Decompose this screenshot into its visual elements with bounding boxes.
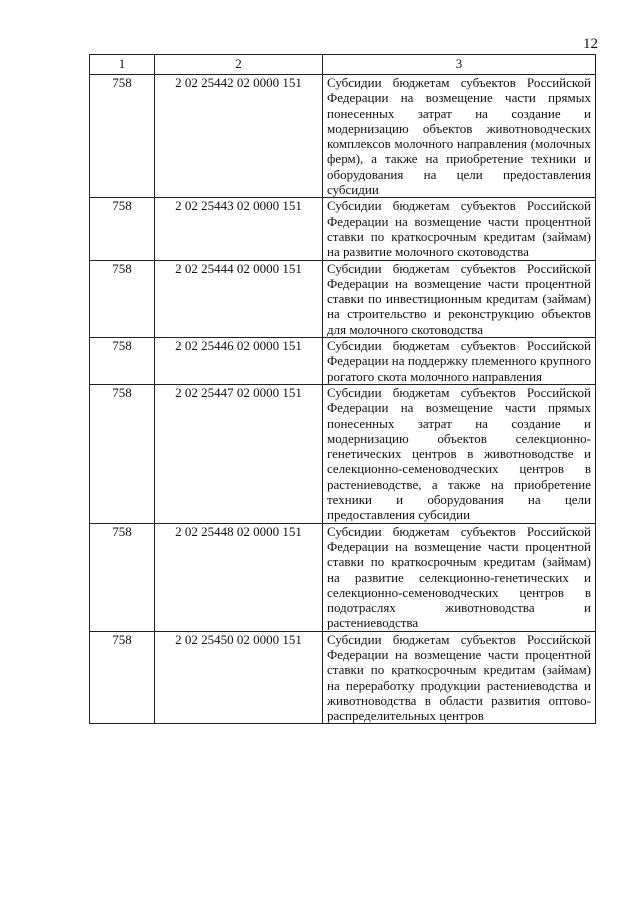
- budget-code-cell: 2 02 25448 02 0000 151: [155, 523, 323, 631]
- header-col-1: 1: [90, 55, 155, 75]
- header-col-2: 2: [155, 55, 323, 75]
- table-row: [90, 631, 596, 724]
- admin-code-cell: 758: [90, 260, 155, 337]
- admin-code-cell: 758: [90, 384, 155, 523]
- admin-code-cell: 758: [90, 631, 155, 724]
- revenue-name-cell: Субсидии бюджетам субъектов Российской Федерации на возмещение части процентной ставки по краткосрочным кредитам (займам) на развитие селекционно-генетических и селекционно-семеноводческих центров в подотраслях животноводства и растениеводства: [323, 523, 596, 631]
- budget-code-cell: 2 02 25450 02 0000 151: [155, 631, 323, 724]
- admin-code-cell: 758: [90, 75, 155, 198]
- revenue-name-cell: Субсидии бюджетам субъектов Российской Федерации на поддержку племенного крупного рогатого скота молочного направления: [323, 338, 596, 385]
- revenue-name-cell: Субсидии бюджетам субъектов Российской Федерации на возмещение части процентной ставки по инвестиционным кредитам (займам) на строительство и реконструкцию объектов для молочного скотоводства: [323, 260, 596, 337]
- revenue-name-cell: Субсидии бюджетам субъектов Российской Федерации на возмещение части процентной ставки по краткосрочным кредитам (займам) на переработку продукции растениеводства и животноводства в области развития оптово-распределительных центров: [323, 631, 596, 724]
- table-row: [90, 75, 596, 198]
- table-row: [90, 384, 596, 523]
- budget-code-cell: 2 02 25444 02 0000 151: [155, 260, 323, 337]
- table-header-row: [90, 55, 596, 75]
- admin-code-cell: 758: [90, 198, 155, 260]
- table-row: [90, 338, 596, 385]
- budget-code-cell: 2 02 25446 02 0000 151: [155, 338, 323, 385]
- admin-code-cell: 758: [90, 523, 155, 631]
- table-row: [90, 523, 596, 631]
- table-row: [90, 260, 596, 337]
- admin-code-cell: 758: [90, 338, 155, 385]
- budget-code-cell: 2 02 25442 02 0000 151: [155, 75, 323, 198]
- budget-classification-table: [89, 54, 596, 724]
- budget-code-cell: 2 02 25443 02 0000 151: [155, 198, 323, 260]
- table-row: [90, 198, 596, 260]
- page-number: 12: [583, 36, 598, 52]
- budget-code-cell: 2 02 25447 02 0000 151: [155, 384, 323, 523]
- revenue-name-cell: Субсидии бюджетам субъектов Российской Федерации на возмещение части процентной ставки по краткосрочным кредитам (займам) на развитие молочного скотоводства: [323, 198, 596, 260]
- header-col-3: 3: [323, 55, 596, 75]
- revenue-name-cell: Субсидии бюджетам субъектов Российской Федерации на возмещение части прямых понесенных затрат на создание и модернизацию объектов селекционно-генетических центров в животноводстве и селекционно-семеноводческих центров в растениеводстве, а также на приобретение техники и оборудования на цели предоставления субсидии: [323, 384, 596, 523]
- revenue-name-cell: Субсидии бюджетам субъектов Российской Федерации на возмещение части прямых понесенных затрат на создание и модернизацию объектов животноводческих комплексов молочного направления (молочных ферм), а также на приобретение техники и оборудования на цели предоставления субсидии: [323, 75, 596, 198]
